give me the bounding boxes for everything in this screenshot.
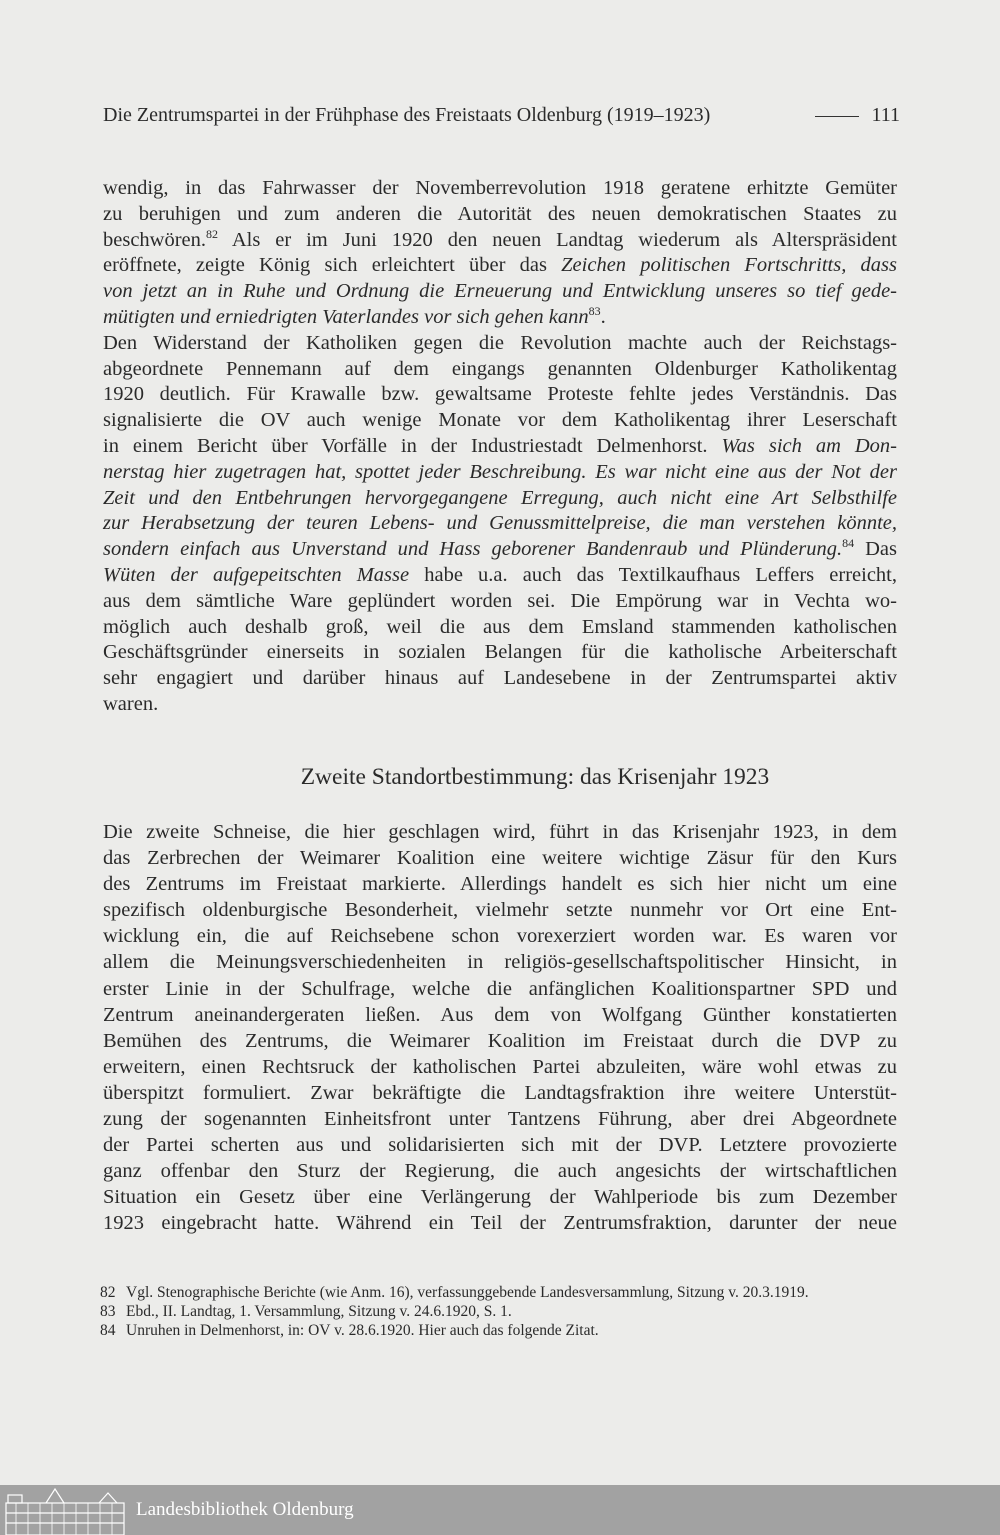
text-line: [103, 1080, 897, 1106]
italic-quote: nerstag hier zugetragen hat, spottet jeder Beschreibung. Es war nicht eine aus der Not der: [103, 460, 897, 483]
text-line: [103, 1158, 897, 1184]
text-line: [103, 1184, 897, 1210]
section-heading: Zweite Standortbestimmung: das Krisenjahr 1923: [300, 764, 770, 790]
text-run: Das: [854, 538, 897, 561]
header-rule: [815, 116, 859, 117]
footnote-number: 82: [100, 1284, 116, 1301]
body-text-block-1: [103, 176, 897, 718]
running-header: [103, 104, 900, 127]
italic-quote: Zeit und den Entbehrungen hervorgegangene Erregung, auch nicht eine Art Selbsthilfe: [103, 486, 897, 509]
footnote-ref: 83: [588, 304, 601, 319]
text-line: [103, 228, 897, 254]
footer-bar: [0, 1485, 1000, 1535]
italic-quote: Was sich am Don-: [721, 434, 898, 457]
text-line: [103, 1132, 897, 1158]
text-run: 1920 deutlich. Für Krawalle bzw. gewaltsame Proteste fehlte jedes Verständnis. Das: [103, 383, 897, 406]
footnote-text: Unruhen in Delmenhorst, in: OV v. 28.6.1920. Hier auch das folgende Zitat.: [126, 1322, 599, 1339]
text-line: [103, 202, 897, 228]
text-line: [103, 1106, 897, 1132]
text-line: [103, 253, 897, 279]
footnote-ref: 82: [206, 226, 219, 241]
text-line: [103, 176, 897, 202]
text-run: das Zerbrechen der Weimarer Koalition eine weitere wichtige Zäsur für den Kurs: [103, 847, 897, 870]
italic-quote: mütigten und erniedrigten Vaterlandes vor sich gehen kann: [103, 305, 589, 328]
text-run: .: [600, 305, 606, 328]
text-line: [103, 563, 897, 589]
text-run: möglich auch deshalb groß, weil die aus dem Emsland stammenden katholischen: [103, 615, 897, 638]
text-run: 1923 eingebracht hatte. Während ein Teil der Zentrumsfraktion, darunter der neue: [103, 1212, 897, 1235]
page-number-group: [803, 104, 900, 127]
running-title: Die Zentrumspartei in der Frühphase des Freistaats Oldenburg (1919–1923): [103, 104, 711, 126]
library-building-icon: [4, 1485, 126, 1535]
text-line: [103, 1002, 897, 1028]
footnote: [100, 1302, 900, 1321]
page-number: 111: [871, 104, 900, 126]
text-line: [103, 1210, 897, 1236]
text-run: signalisierte die OV auch wenige Monate vor dem Katholikentag ihrer Leserschaft: [103, 409, 897, 432]
text-line: [103, 279, 897, 305]
italic-quote: Zeichen politischen Fortschritts, dass: [561, 254, 897, 277]
text-line: [103, 537, 897, 563]
text-run: sehr engagiert und darüber hinaus auf Landesebene in der Zentrumspartei aktiv: [103, 667, 897, 690]
text-line: [103, 408, 897, 434]
text-line: [103, 331, 897, 357]
italic-quote: sondern einfach aus Unverstand und Hass geborener Bandenraub und Plünderung.: [103, 538, 843, 561]
text-run: wendig, in das Fahrwasser der Novemberrevolution 1918 geratene erhitzte Gemüter: [103, 177, 897, 199]
text-line: [103, 486, 897, 512]
footnote-number: 83: [100, 1303, 116, 1320]
text-run: allem die Meinungsverschiedenheiten in religiös-gesellschaftspolitischer Hinsicht, in: [103, 951, 897, 974]
text-run: Bemühen des Zentrums, die Weimarer Koalition im Freistaat durch die DVP zu: [103, 1029, 897, 1052]
text-run: aus dem sämtliche Ware geplündert worden sei. Die Empörung war in Vechta wo-: [103, 589, 897, 612]
footnote-text: Vgl. Stenographische Berichte (wie Anm. 16), verfassunggebende Landesversammlung, Sitzung v. 20.3.1919.: [126, 1284, 809, 1301]
footnote-ref: 84: [842, 536, 855, 551]
text-line: [103, 382, 897, 408]
footnotes: [100, 1283, 900, 1340]
text-run: erster Linie in der Schulfrage, welche die anfänglichen Koalitionspartner SPD und: [103, 977, 897, 1000]
text-run: zu beruhigen und zum anderen die Autorität des neuen demokratischen Staates zu: [103, 202, 897, 225]
text-run: eröffnete, zeigte König sich erleichtert über das: [103, 254, 562, 277]
text-line: [103, 692, 897, 718]
text-line: [103, 949, 897, 975]
footnote: [100, 1321, 900, 1340]
italic-quote: von jetzt an in Ruhe und Ordnung die Erneuerung und Entwicklung unseres so tief gede-: [103, 280, 897, 303]
text-line: [103, 357, 897, 383]
text-run: ganz offenbar den Sturz der Regierung, die auch angesichts der wirtschaftlichen: [103, 1160, 897, 1183]
body-text-block-2: [103, 819, 897, 1237]
text-run: Als er im Juni 1920 den neuen Landtag wiederum als Alterspräsident: [218, 228, 897, 251]
footnote: [100, 1283, 900, 1302]
text-run: in einem Bericht über Vorfälle in der Industriestadt Delmenhorst.: [103, 434, 722, 457]
text-run: Geschäftsgründer einerseits in sozialen Belangen für die katholische Arbeiterschaft: [103, 641, 897, 664]
text-line: [103, 589, 897, 615]
text-run: abgeordnete Pennemann auf dem eingangs genannten Oldenburger Katholikentag: [103, 357, 897, 380]
text-line: [103, 460, 897, 486]
text-run: überspitzt formuliert. Zwar bekräftigte die Landtagsfraktion ihre weitere Unterstüt-: [103, 1081, 897, 1104]
text-line: [103, 434, 897, 460]
text-run: Zentrum aneinandergeraten ließen. Aus dem von Wolfgang Günther konstatierten: [103, 1003, 897, 1026]
text-line: [103, 305, 897, 331]
library-name: Landesbibliothek Oldenburg: [136, 1499, 354, 1520]
text-run: habe u.a. auch das Textilkaufhaus Leffers erreicht,: [409, 563, 897, 586]
text-line: [103, 871, 897, 897]
text-run: Die zweite Schneise, die hier geschlagen wird, führt in das Krisenjahr 1923, in dem: [103, 821, 897, 843]
italic-quote: Wüten der aufgepeitschten Masse: [103, 563, 410, 586]
text-line: [103, 897, 897, 923]
text-line: [103, 615, 897, 641]
text-run: spezifisch oldenburgische Besonderheit, vielmehr setzte nunmehr vor Ort eine Ent-: [103, 899, 897, 922]
text-run: des Zentrums im Freistaat markierte. Allerdings handelt es sich hier nicht um eine: [103, 873, 897, 896]
text-run: der Partei scherten aus und solidarisierten sich mit der DVP. Letztere provozierte: [103, 1134, 897, 1157]
text-run: beschwören.: [103, 228, 207, 251]
text-line: [103, 640, 897, 666]
text-run: waren.: [103, 692, 159, 715]
text-run: zung der sogenannten Einheitsfront unter Tantzens Führung, aber drei Abgeordnete: [103, 1108, 897, 1131]
text-line: [103, 1028, 897, 1054]
text-line: [103, 976, 897, 1002]
text-run: erweitern, einen Rechtsruck der katholischen Partei abzuleiten, wäre wohl etwas zu: [103, 1055, 897, 1078]
text-line: [103, 666, 897, 692]
text-run: wicklung ein, die auf Reichsebene schon vorexerziert worden war. Es waren vor: [103, 925, 897, 948]
italic-quote: zur Herabsetzung der teuren Lebens- und Genussmittelpreise, die man verstehen könnte,: [103, 512, 897, 535]
text-line: [103, 1054, 897, 1080]
text-run: Den Widerstand der Katholiken gegen die Revolution machte auch der Reichstags-: [103, 331, 897, 354]
footnote-number: 84: [100, 1322, 116, 1339]
text-line: [103, 819, 897, 845]
text-line: [103, 511, 897, 537]
text-run: Situation ein Gesetz über eine Verlängerung der Wahlperiode bis zum Dezember: [103, 1186, 897, 1209]
text-line: [103, 845, 897, 871]
footnote-text: Ebd., II. Landtag, 1. Versammlung, Sitzung v. 24.6.1920, S. 1.: [126, 1303, 512, 1320]
text-line: [103, 923, 897, 949]
